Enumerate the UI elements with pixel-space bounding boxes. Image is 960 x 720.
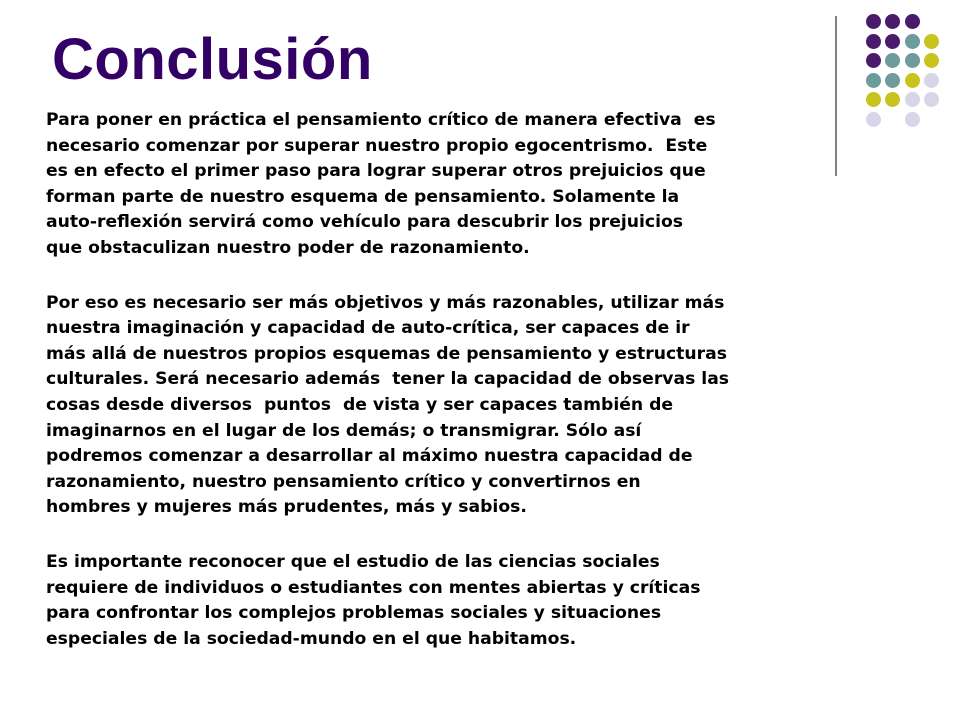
decorative-dot bbox=[905, 14, 920, 29]
decorative-dot bbox=[905, 73, 920, 88]
decorative-dot bbox=[885, 14, 900, 29]
paragraph-line: que obstaculizan nuestro poder de razonamiento. bbox=[46, 237, 530, 258]
paragraph-line: cosas desde diversos puntos de vista y ser capaces también de bbox=[46, 394, 674, 415]
paragraph-line: necesario comenzar por superar nuestro propio egocentrismo. Este bbox=[46, 135, 708, 156]
paragraph-line: culturales. Será necesario además tener la capacidad de observas las bbox=[46, 369, 730, 390]
decorative-dot bbox=[885, 34, 900, 49]
decorative-dot bbox=[866, 34, 881, 49]
paragraph-line: requiere de individuos o estudiantes con mentes abiertas y críticas bbox=[46, 577, 701, 598]
paragraph-line: para confrontar los complejos problemas sociales y situaciones bbox=[46, 603, 662, 624]
decorative-dot bbox=[866, 73, 881, 88]
paragraph-line: Por eso es necesario ser más objetivos y más razonables, utilizar más bbox=[46, 292, 725, 313]
decorative-dot bbox=[924, 92, 939, 107]
decorative-dot bbox=[924, 73, 939, 88]
decorative-dot bbox=[905, 92, 920, 107]
decorative-dot bbox=[924, 53, 939, 68]
decorative-dot bbox=[866, 14, 881, 29]
paragraph-line: podremos comenzar a desarrollar al máximo nuestra capacidad de bbox=[46, 446, 693, 467]
decorative-dot bbox=[885, 53, 900, 68]
paragraph-line: especiales de la sociedad-mundo en el que habitamos. bbox=[46, 628, 577, 649]
paragraph-line: Es importante reconocer que el estudio de las ciencias sociales bbox=[46, 551, 660, 572]
paragraph-2 bbox=[46, 291, 842, 521]
decorative-dot bbox=[905, 34, 920, 49]
decorative-dot bbox=[866, 53, 881, 68]
slide-title: Conclusión bbox=[52, 27, 373, 92]
paragraph-3 bbox=[46, 550, 842, 652]
slide-body bbox=[46, 108, 842, 652]
decorative-dot bbox=[866, 92, 881, 107]
paragraph-line: hombres y mujeres más prudentes, más y sabios. bbox=[46, 497, 527, 518]
decorative-dot bbox=[924, 34, 939, 49]
paragraph-line: razonamiento, nuestro pensamiento crítico y convertirnos en bbox=[46, 471, 641, 492]
paragraph-line: más allá de nuestros propios esquemas de pensamiento y estructuras bbox=[46, 343, 727, 364]
decorative-dot bbox=[866, 112, 881, 127]
paragraph-line: Para poner en práctica el pensamiento crítico de manera efectiva es bbox=[46, 110, 716, 130]
paragraph-1 bbox=[46, 108, 842, 262]
paragraph-line: imaginarnos en el lugar de los demás; o transmigrar. Sólo así bbox=[46, 420, 642, 441]
paragraph-line: auto-reflexión servirá como vehículo para descubrir los prejuicios bbox=[46, 212, 684, 233]
paragraph-line: forman parte de nuestro esquema de pensamiento. Solamente la bbox=[46, 186, 680, 207]
paragraph-line: es en efecto el primer paso para lograr superar otros prejuicios que bbox=[46, 161, 706, 182]
paragraph-line: nuestra imaginación y capacidad de auto-crítica, ser capaces de ir bbox=[46, 318, 690, 339]
decorative-dot bbox=[885, 73, 900, 88]
decorative-dot bbox=[885, 92, 900, 107]
decorative-dot bbox=[905, 53, 920, 68]
decorative-dot bbox=[905, 112, 920, 127]
